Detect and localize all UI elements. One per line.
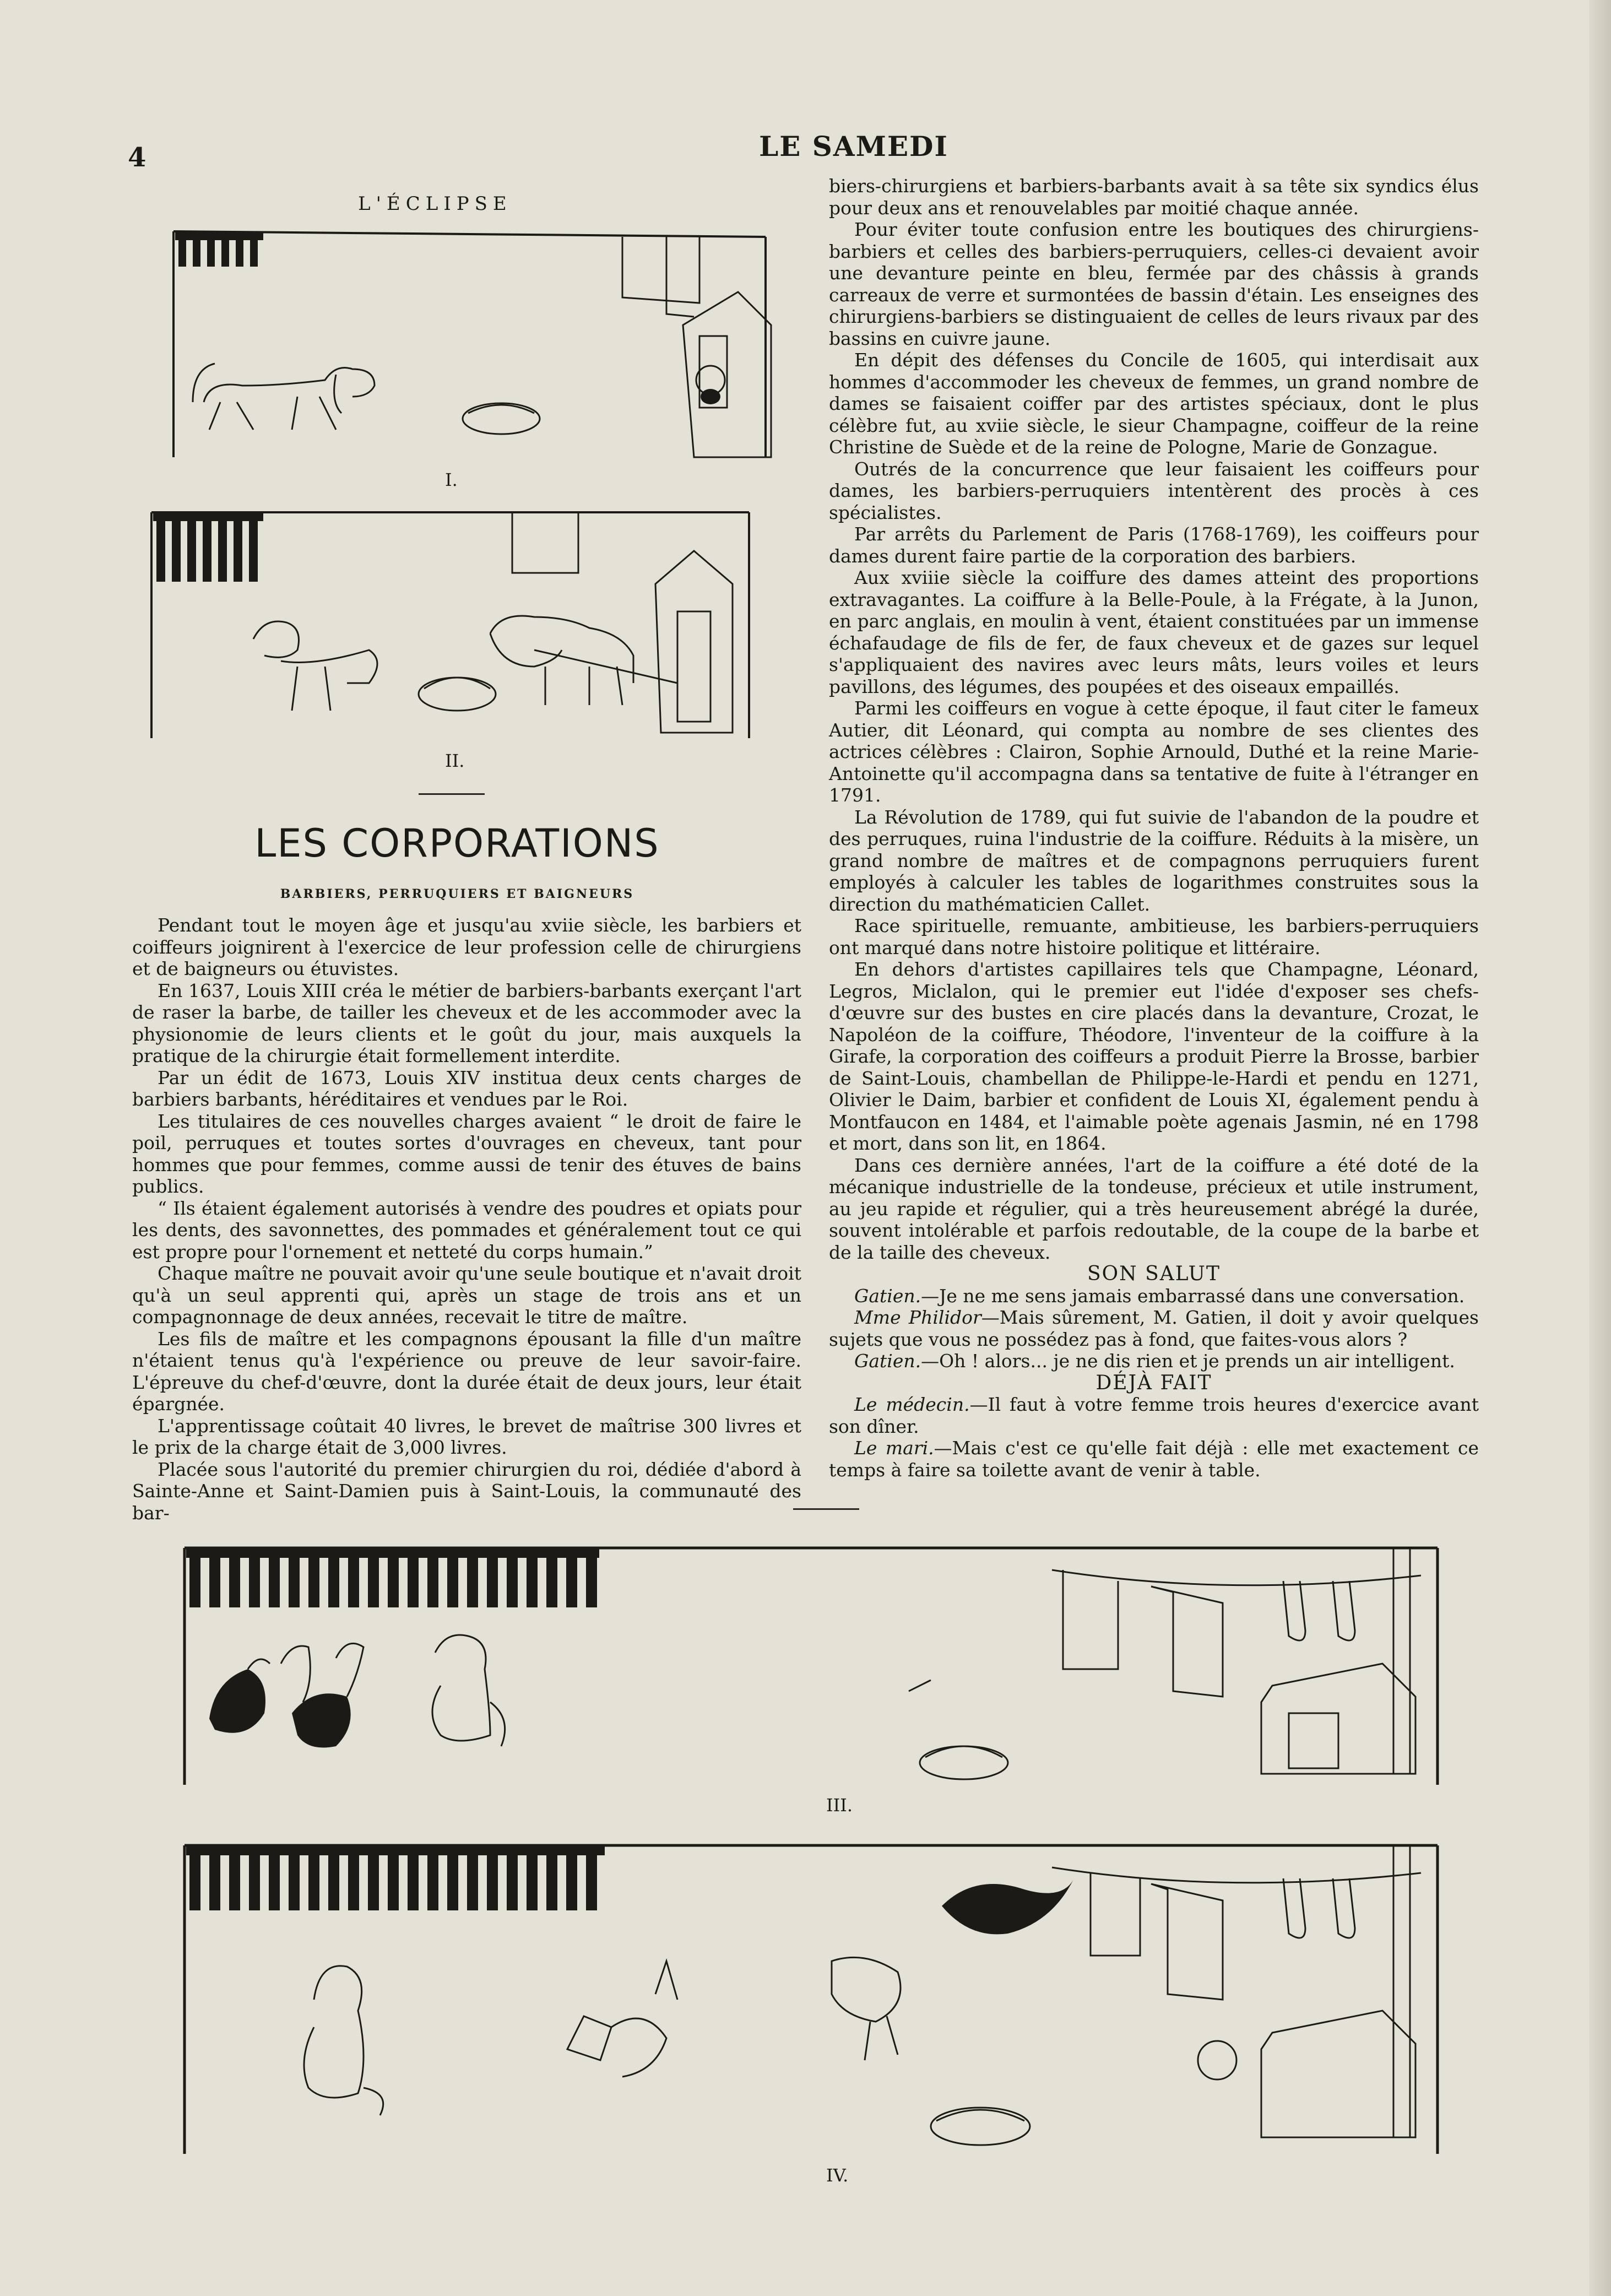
cartoon-panel-4 <box>182 1829 1449 2159</box>
cartoon-panel-3 <box>182 1537 1449 1790</box>
cartoon-panel-2 <box>149 501 755 744</box>
paragraph: Pour éviter toute confusion entre les boutiques des chirurgiens-barbiers et celles des barbiers-perruquiers, celles-ci devaient avoir une devanture peinte en bleu, fermée par des châssis à grands carreaux de verre et surmontées de bassin d'étain. Les enseignes des chirurgiens-barbiers se distinguaient de celles de leurs rivaux par des bassins en cuivre jaune. <box>829 219 1479 349</box>
joke-title-salut: SON SALUT <box>1087 1263 1221 1285</box>
paragraph: En dépit des défenses du Concile de 1605, qui interdisait aux hommes d'accommoder les cheveux de femmes, un grand nombre de dames se faisaient coiffer par des artistes spéciaux, dont le plus célèbre fut, au xviie siècle, le sieur Champagne, coiffeur de la reine Christine de Suède et de la reine de Pologne, Marie de Gonzague. <box>829 349 1479 458</box>
article-subtitle: BARBIERS, PERRUQUIERS ET BAIGNEURS <box>280 887 634 901</box>
eclipse-label: L'ÉCLIPSE <box>358 193 512 215</box>
joke-line: Mme Philidor—Mais sûrement, M. Gatien, il doit y avoir quelques sujets que vous ne possédez pas à fond, que faites-vous alors ? <box>829 1307 1479 1350</box>
caption-panel-1: I. <box>445 469 458 490</box>
article-title: LES CORPORATIONS <box>254 821 660 866</box>
paragraph: “ Ils étaient également autorisés à vendre des poudres et opiats pour les dents, des savonnettes, des pommades et généralement tout ce qui est propre pour l'ornement et netteté du corps humain.” <box>132 1197 801 1263</box>
paragraph: Les fils de maître et les compagnons épousant la fille d'un maître n'étaient tenus qu'à l'expérience ou preuve de leur savoir-faire. L'épreuve du chef-d'œuvre, dont la durée était de deux jours, leur était épargnée. <box>132 1328 801 1415</box>
divider-rule <box>793 1508 859 1510</box>
paragraph: Parmi les coiffeurs en vogue à cette époque, il faut citer le fameux Autier, dit Léonard, qui compta au nombre de ses clientes des actrices célèbres : Clairon, Sophie Arnould, Duthé et la reine Marie-Antoinette qu'il accompagna dans sa tentative de fuite à l'étranger en 1791. <box>829 697 1479 806</box>
paragraph: Aux xviiie siècle la coiffure des dames atteint des proportions extravagantes. La coiffure à la Belle-Poule, à la Frégate, à la Junon, en parc anglais, en moulin à vent, étaient constituées par un immense échafaudage de fils de fer, de faux cheveux et de gazes sur lequel s'appliquaient des navires avec leurs mâts, leurs voiles et leurs pavillons, des légumes, des poupées et des oiseaux empaillés. <box>829 567 1479 697</box>
paragraph: Pendant tout le moyen âge et jusqu'au xviie siècle, les barbiers et coiffeurs joignirent à l'exercice de leur profession celle de chirurgiens et de baigneurs ou étuvistes. <box>132 914 801 979</box>
paragraph: Dans ces dernière années, l'art de la coiffure a été doté de la mécanique industrielle de la tondeuse, précieux et utile instrument, au jeu rapide et régulier, qui a très heureusement abrégé la durée, souvent intolérable et parfois redoutable, de la coupe de la barbe et de la taille des cheveux. <box>829 1154 1479 1263</box>
caption-panel-3: III. <box>826 1795 853 1816</box>
paragraph: Les titulaires de ces nouvelles charges avaient “ le droit de faire le poil, perruques et toutes sortes d'ouvrages en cheveux, tant pour hommes que pour femmes, comme aussi de tenir des étuves de bains publics. <box>132 1110 801 1197</box>
paragraph: Race spirituelle, remuante, ambitieuse, les barbiers-perruquiers ont marqué dans notre histoire politique et littéraire. <box>829 915 1479 959</box>
paragraph: Placée sous l'autorité du premier chirurgien du roi, dédiée d'abord à Sainte-Anne et Saint-Damien puis à Saint-Louis, la communauté des bar- <box>132 1458 801 1524</box>
paragraph: Par arrêts du Parlement de Paris (1768-1769), les coiffeurs pour dames durent faire partie de la corporation des barbiers. <box>829 523 1479 567</box>
article-column-left <box>132 914 801 1524</box>
article-column-right <box>829 175 1479 1481</box>
joke-line: Le médecin.—Il faut à votre femme trois heures d'exercice avant son dîner. <box>829 1394 1479 1437</box>
paragraph: En 1637, Louis XIII créa le métier de barbiers-barbants exerçant l'art de raser la barbe, de tailler les cheveux et de les accommoder avec la physionomie de leurs clients et le goût du jour, mais auxquels la pratique de la chirurgie était formellement interdite. <box>132 979 801 1066</box>
paragraph: L'apprentissage coûtait 40 livres, le brevet de maîtrise 300 livres et le prix de la charge était de 3,000 livres. <box>132 1415 801 1458</box>
joke-line: Gatien.—Je ne me sens jamais embarrassé dans une conversation. <box>854 1285 1465 1307</box>
paragraph: biers-chirurgiens et barbiers-barbants avait à sa tête six syndics élus pour deux ans et renouvelables par moitié chaque année. <box>829 175 1479 219</box>
paragraph: Chaque maître ne pouvait avoir qu'une seule boutique et n'avait droit qu'à un seul apprenti qui, après un stage de trois ans et un compagnonnage de deux années, recevait le titre de maître. <box>132 1263 801 1328</box>
cartoon-panel-1 <box>171 220 777 463</box>
joke-line: Le mari.—Mais c'est ce qu'elle fait déjà : elle met exactement ce temps à faire sa toilette avant de venir à table. <box>829 1437 1479 1481</box>
paragraph: En dehors d'artistes capillaires tels que Champagne, Léonard, Legros, Miclalon, qui le premier eut l'idée d'exposer ses chefs-d'œuvre sur des bustes en cire placés dans la devanture, Crozat, le Napoléon de la coiffure, Théodore, l'inventeur de la coiffure à la Girafe, la corporation des coiffeurs a produit Pierre la Brosse, barbier de Saint-Louis, chambellan de Philippe-le-Hardi et pendu en 1271, Olivier le Daim, barbier et confident de Louis XI, également pendu à Montfaucon en 1484, et l'aimable poète agenais Jasmin, né en 1798 et mort, dans son lit, en 1864. <box>829 959 1479 1154</box>
caption-panel-2: II. <box>445 750 465 771</box>
caption-panel-4: IV. <box>826 2165 849 2186</box>
masthead: LE SAMEDI <box>759 130 948 163</box>
joke-title-deja: DÉJÀ FAIT <box>1095 1371 1212 1394</box>
divider-rule <box>419 793 485 795</box>
paragraph: La Révolution de 1789, qui fut suivie de l'abandon de la poudre et des perruques, ruina l'industrie de la coiffure. Réduits à la misère, un grand nombre de maîtres et de compagnons perruquiers furent employés à calculer les tables de logarithmes construites sous la direction du mathématicien Callet. <box>829 806 1479 915</box>
page-number: 4 <box>128 142 147 173</box>
page-edge <box>1589 0 1611 2296</box>
paragraph: Outrés de la concurrence que leur faisaient les coiffeurs pour dames, les barbiers-perruquiers intentèrent des procès à ces spécialistes. <box>829 458 1479 523</box>
joke-line: Gatien.—Oh ! alors... je ne dis rien et je prends un air intelligent. <box>854 1350 1455 1372</box>
paragraph: Par un édit de 1673, Louis XIV institua deux cents charges de barbiers barbants, héréditaires et vendues par le Roi. <box>132 1066 801 1110</box>
